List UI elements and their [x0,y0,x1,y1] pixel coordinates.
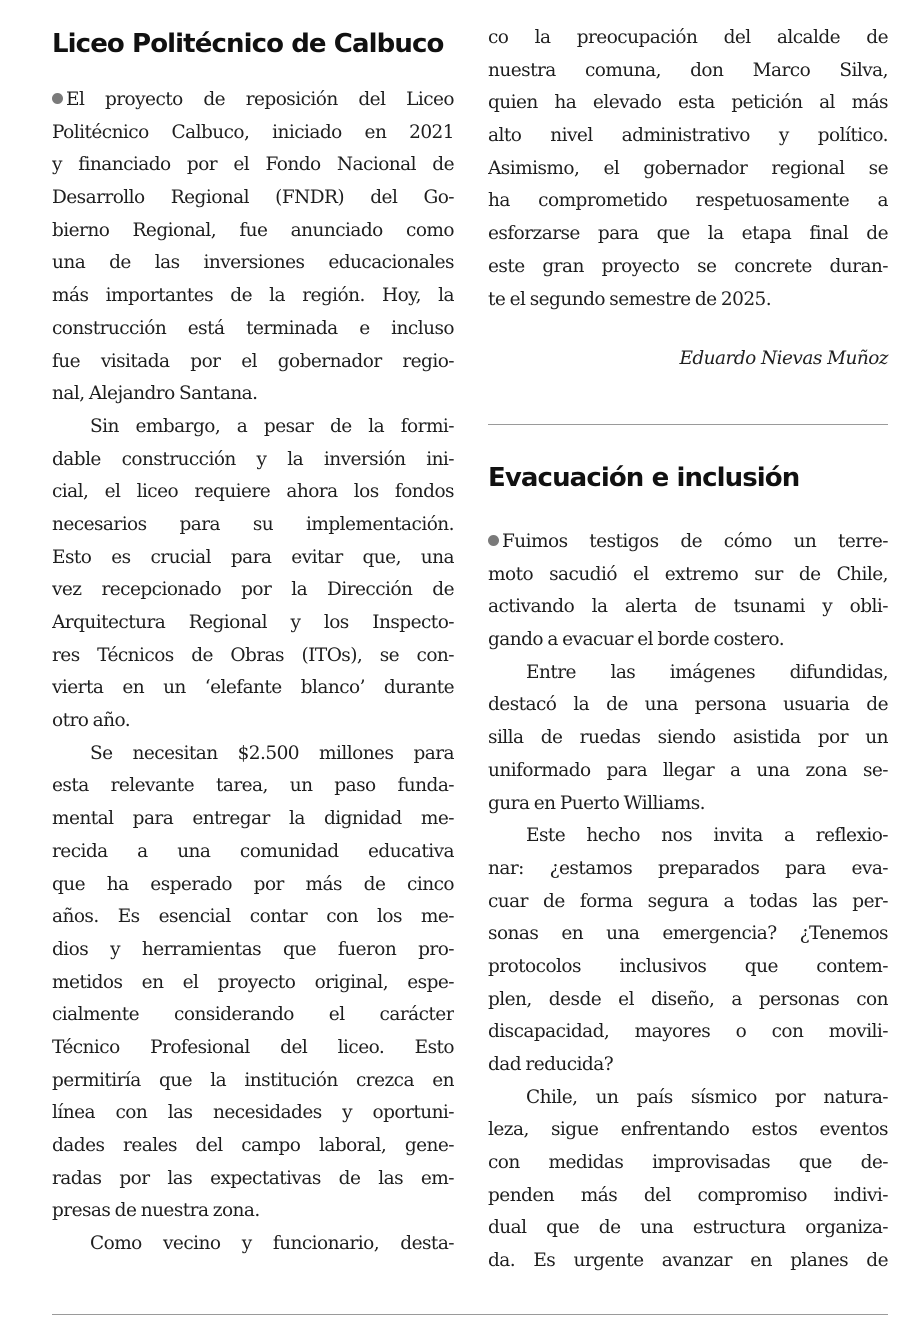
body-line: fue visitada por el gobernador regio- [52,350,454,372]
body-line: protocolos inclusivos que contem- [488,955,888,977]
body-line: dios y herramientas que fueron pro- [52,938,454,960]
body-line: res Técnicos de Obras (ITOs), se con- [52,644,454,666]
body-line: moto sacudió el extremo sur de Chile, [488,563,888,585]
body-line: gando a evacuar el borde costero. [488,629,785,651]
bullet-icon [488,535,499,546]
body-line: Desarrollo Regional (FNDR) del Go- [52,187,454,209]
body-line: que ha esperado por más de cinco [52,873,454,895]
body-line: años. Es esencial contar con los me- [52,906,454,928]
article-1-body-left [52,84,454,1261]
body-line: alto nivel administrativo y político. [488,125,888,147]
body-line: cial, el liceo requiere ahora los fondos [52,481,454,503]
body-line: plen, desde el diseño, a personas con [488,988,888,1010]
body-line: quien ha elevado esta petición al más [488,92,888,114]
body-line: bierno Regional, fue anunciado como [52,219,454,241]
body-line: sonas en una emergencia? ¿Tenemos [488,923,888,945]
body-line: vez recepcionado por la Dirección de [52,579,454,601]
article-1-author: Eduardo Nievas Muñoz [679,348,888,370]
body-line: Como vecino y funcionario, desta- [90,1233,454,1255]
bullet-icon [52,93,63,104]
body-line: dual que de una estructura organiza- [488,1217,888,1239]
right-column-top [488,22,888,375]
article-1-body-right [488,22,888,316]
body-line: Este hecho nos invita a reflexio- [526,825,888,847]
bottom-divider [52,1314,888,1315]
body-line: uniformado para llegar a una zona se- [488,759,888,781]
body-line: Esto es crucial para evitar que, una [52,546,454,568]
body-line: activando la alerta de tsunami y obli- [488,596,888,618]
body-line: otro año. [52,710,131,732]
body-line: más importantes de la región. Hoy, la [52,285,454,307]
body-line: y financiado por el Fondo Nacional de [52,154,454,176]
body-line: Sin embargo, a pesar de la formi- [90,415,454,437]
body-line: dades reales del campo laboral, gene- [52,1135,454,1156]
body-line: Arquitectura Regional y los Inspecto- [52,612,454,633]
body-line: penden más del compromiso indivi- [488,1184,888,1206]
body-line: mental para entregar la dignidad me- [52,808,454,830]
body-line: ha comprometido respetuosamente a [488,190,888,212]
body-line: gura en Puerto Williams. [488,792,705,814]
body-line: nuestra comuna, don Marco Silva, [488,59,888,81]
body-line: El proyecto de reposición del Liceo [52,84,454,117]
article-2-body [488,526,888,1278]
body-line: presas de nuestra zona. [52,1200,260,1222]
body-line: co la preocupación del alcalde de [488,27,888,48]
article-2-headline: Evacuación e inclusión [488,463,800,493]
body-line: cialmente considerando el carácter [52,1004,454,1026]
body-line: dad reducida? [488,1054,614,1075]
body-line: dable construcción y la inversión ini- [52,448,454,470]
left-column [52,22,454,1261]
body-line: Asimismo, el gobernador regional se [488,157,888,179]
body-line: necesarios para su implementación. [52,513,454,535]
body-line: permitiría que la institución crezca en [52,1069,454,1091]
body-line: Técnico Profesional del liceo. Esto [52,1036,454,1058]
right-column-bottom [488,456,888,1278]
body-line: da. Es urgente avanzar en planes de [488,1250,888,1272]
article-1-headline: Liceo Politécnico de Calbuco [52,29,444,59]
body-line: leza, sigue enfrentando estos eventos [488,1119,888,1141]
body-line: este gran proyecto se concrete duran- [488,255,888,277]
body-line: nar: ¿estamos preparados para eva- [488,857,888,879]
body-line: vierta en un ‘elefante blanco’ durante [52,677,454,699]
body-line: radas por las expectativas de las em- [52,1167,454,1189]
section-divider [488,424,888,425]
body-line: una de las inversiones educacionales [52,252,454,274]
body-line: destacó la de una persona usuaria de [488,694,888,716]
body-line: construcción está terminada e incluso [52,317,454,339]
body-line: nal, Alejandro Santana. [52,383,258,405]
body-line: esforzarse para que la etapa final de [488,223,888,245]
body-line: Entre las imágenes difundidas, [526,661,888,683]
body-line: con medidas improvisadas que de- [488,1152,888,1174]
body-line: Politécnico Calbuco, iniciado en 2021 [52,121,454,143]
body-line: silla de ruedas siendo asistida por un [488,727,888,749]
body-line: esta relevante tarea, un paso funda- [52,775,454,797]
body-line: Se necesitan $2.500 millones para [90,742,454,764]
body-line: cuar de forma segura a todas las per- [488,890,888,912]
body-line: línea con las necesidades y oportuni- [52,1102,454,1124]
body-line: Chile, un país sísmico por natura- [526,1086,888,1108]
body-line: te el segundo semestre de 2025. [488,288,772,310]
body-line: recida a una comunidad educativa [52,840,454,862]
body-line: discapacidad, mayores o con movili- [488,1021,888,1043]
body-line: metidos en el proyecto original, espe- [52,971,454,993]
body-line: Fuimos testigos de cómo un terre- [488,526,888,559]
